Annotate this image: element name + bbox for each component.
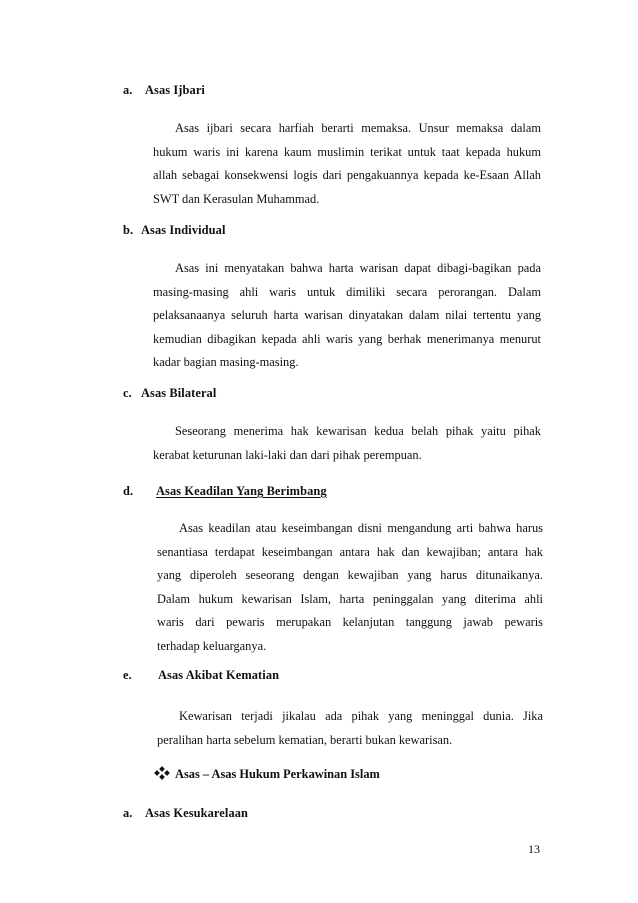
page-number: 13 [528, 842, 540, 856]
paragraph-line: Asas keadilan atau keseimbangan disni mengandung arti bahwa harus [179, 521, 543, 535]
section-heading-asas-keadilan [123, 484, 327, 499]
section-title: Asas Bilateral [141, 386, 217, 400]
paragraph-line: terhadap keluarganya. [157, 638, 267, 653]
paragraph-line: peralihan harta sebelum kematian, berarti bukan kewarisan. [157, 732, 453, 747]
section-heading-asas-ijbari [123, 83, 205, 98]
section-letter: e. [123, 668, 132, 682]
paragraph-line: Asas ini menyatakan bahwa harta warisan dapat dibagi-bagikan pada [175, 261, 541, 275]
section-letter: d. [123, 484, 134, 498]
section-letter: b. [123, 223, 134, 237]
section-title: Asas Individual [141, 223, 226, 237]
paragraph-line: allah sebagai konsekwensi logis dari pengakuannya kepada ke-Esaan Allah [153, 168, 541, 182]
section-title: Asas Keadilan Yang Berimbang [156, 484, 327, 498]
paragraph-line: Kewarisan terjadi jikalau ada pihak yang meninggal dunia. Jika [179, 709, 543, 723]
diamond-bullet-icon [155, 767, 169, 779]
section-letter: a. [123, 83, 133, 97]
paragraph-line: Dalam hukum kewarisan Islam, harta peninggalan yang diterima ahli [157, 591, 543, 606]
section-paragraph-asas-akibat-kematian [157, 705, 543, 752]
section-paragraph-asas-individual [153, 257, 541, 375]
paragraph-line: kemudian dibagikan kepada ahli waris yang berhak menerimanya menurut [153, 331, 541, 346]
paragraph-line: hukum waris ini karena kaum muslimin terikat untuk taat kepada hukum [153, 144, 541, 159]
section-letter: a. [123, 806, 133, 820]
section-heading-asas-individual [123, 223, 226, 238]
paragraph-line: kerabat keturunan laki-laki dan dari pihak perempuan. [153, 447, 422, 462]
section-title: Asas Kesukarelaan [145, 806, 249, 820]
section-title: Asas Ijbari [145, 83, 205, 97]
paragraph-line: SWT dan Kerasulan Muhammad. [153, 191, 320, 206]
section-paragraph-asas-keadilan [157, 517, 543, 658]
section-heading-asas-kesukarelaan [123, 806, 248, 821]
paragraph-line: Seseorang menerima hak kewarisan kedua belah pihak yaitu pihak [175, 424, 541, 438]
section-title: Asas Akibat Kematian [158, 668, 280, 682]
section-heading-asas-bilateral [123, 386, 216, 401]
sub-heading-text: Asas – Asas Hukum Perkawinan Islam [175, 767, 380, 781]
paragraph-line: pelaksanaanya seluruh harta warisan dinyatakan dalam nilai tertentu yang [153, 308, 541, 322]
paragraph-line: yang diperoleh seseorang dengan kewajiban yang harus ditunaikanya. [157, 568, 543, 582]
paragraph-line: masing-masing ahli waris untuk dimiliki secara perorangan. Dalam [153, 284, 541, 299]
section-heading-asas-akibat-kematian [123, 668, 279, 683]
paragraph-line: kadar bagian masing-masing. [153, 355, 299, 369]
section-paragraph-asas-ijbari [153, 117, 541, 211]
section-paragraph-asas-bilateral [153, 420, 541, 467]
section-letter: c. [123, 386, 132, 400]
paragraph-line: Asas ijbari secara harfiah berarti memaksa. Unsur memaksa dalam [175, 121, 541, 135]
paragraph-line: senantiasa terdapat keseimbangan antara hak dan kewajiban; antara hak [157, 544, 543, 559]
sub-heading-asas-hukum-perkawinan [155, 767, 380, 782]
paragraph-line: waris dari pewaris merupakan kelanjutan tanggung jawab pewaris [157, 615, 543, 629]
